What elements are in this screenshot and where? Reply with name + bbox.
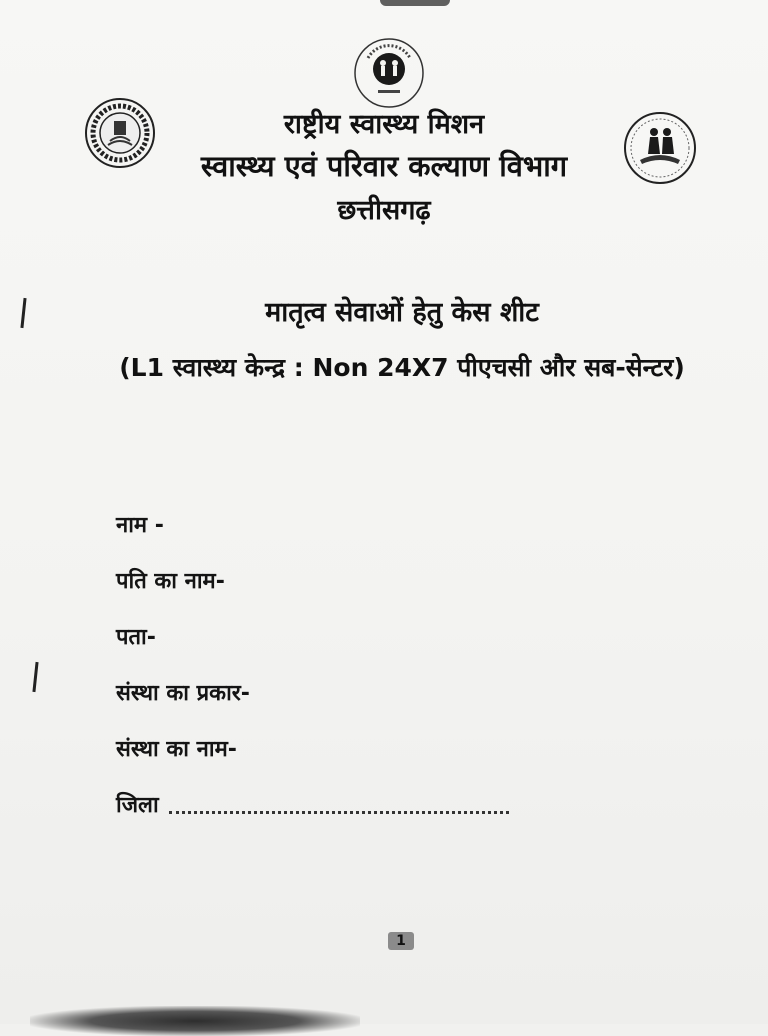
org-state-name: छत्तीसगढ़: [337, 195, 431, 226]
document-subtitle: (L1 स्वास्थ्य केन्द्र : Non 24X7 पीएचसी और सब-सेन्टर): [119, 353, 685, 382]
org-name-line2: स्वास्थ्य एवं परिवार कल्याण विभाग: [200, 149, 568, 183]
husband-name-label: पति का नाम-: [116, 569, 225, 594]
scan-shadow-top: [380, 0, 450, 6]
husband-name-field[interactable]: [116, 552, 676, 608]
institution-type-label: संस्था का प्रकार-: [116, 681, 250, 706]
institution-name-label: संस्था का नाम-: [116, 737, 237, 762]
scan-shadow-bottom: [30, 1006, 360, 1036]
org-name-line1: राष्ट्रीय स्वास्थ्य मिशन: [283, 109, 485, 140]
address-field[interactable]: [116, 608, 676, 664]
patient-details-form: [116, 496, 676, 832]
institution-name-field[interactable]: [116, 720, 676, 776]
name-label: नाम -: [116, 513, 164, 538]
address-label: पता-: [116, 625, 156, 650]
institution-type-field[interactable]: [116, 664, 676, 720]
district-field[interactable]: [116, 776, 676, 832]
national-health-mission-logo: [352, 36, 426, 110]
page-number: 1: [388, 932, 414, 950]
name-field[interactable]: [116, 496, 676, 552]
margin-mark: [32, 662, 38, 692]
district-label: जिला: [116, 793, 159, 818]
district-fill-line[interactable]: [169, 795, 509, 814]
document-title: मातृत्व सेवाओं हेतु केस शीट: [265, 297, 539, 328]
